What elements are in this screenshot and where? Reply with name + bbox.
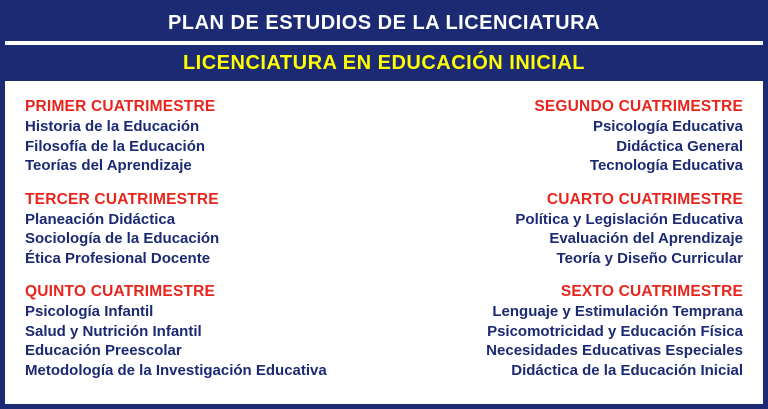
term-block — [384, 97, 743, 176]
course-item: Política y Legislación Educativa — [515, 210, 743, 228]
header-banner — [5, 5, 763, 81]
course-item: Psicología Infantil — [25, 303, 154, 320]
term-title: SEGUNDO CUATRIMESTRE — [534, 98, 743, 115]
term-title: TERCER CUATRIMESTRE — [25, 190, 219, 208]
course-item: Psicomotricidad y Educación Física — [487, 322, 743, 340]
course-item: Planeación Didáctica — [25, 210, 176, 228]
column-left-2 — [5, 190, 384, 283]
term-title: SEXTO CUATRIMESTRE — [560, 283, 743, 300]
course-item: Ética Profesional Docente — [25, 249, 211, 267]
course-item: Teorías del Aprendizaje — [25, 157, 192, 174]
course-item: Psicología Educativa — [592, 118, 743, 135]
course-item: Metodología de la Investigación Educativa — [25, 361, 327, 379]
column-right-2 — [384, 190, 763, 283]
column-left-3 — [5, 282, 384, 394]
course-item: Tecnología Educativa — [589, 157, 743, 174]
term-title: QUINTO CUATRIMESTRE — [25, 283, 216, 300]
column-right-1 — [384, 97, 763, 190]
course-item: Teoría y Diseño Curricular — [556, 249, 743, 267]
terms-row-1 — [5, 97, 763, 190]
course-item: Historia de la Educación — [25, 118, 200, 135]
course-item: Filosofía de la Educación — [25, 137, 206, 155]
course-item: Necesidades Educativas Especiales — [486, 342, 743, 359]
term-title: CUARTO CUATRIMESTRE — [546, 190, 743, 208]
column-left-1 — [5, 97, 384, 190]
course-item: Didáctica de la Educación Inicial — [511, 361, 743, 379]
term-title: PRIMER CUATRIMESTRE — [25, 98, 216, 115]
column-right-3 — [384, 282, 763, 394]
term-block — [384, 282, 743, 380]
course-item: Sociología de la Educación — [25, 230, 220, 247]
page-subtitle: LICENCIATURA EN EDUCACIÓN INICIAL — [182, 52, 586, 74]
term-block — [384, 190, 743, 269]
terms-row-3 — [5, 282, 763, 394]
terms-row-2 — [5, 190, 763, 283]
curriculum-content — [5, 81, 763, 394]
term-block — [25, 190, 384, 269]
course-item: Lenguaje y Estimulación Temprana — [492, 303, 743, 320]
course-item: Educación Preescolar — [25, 342, 182, 359]
term-block — [25, 97, 384, 176]
page-title: PLAN DE ESTUDIOS DE LA LICENCIATURA — [168, 12, 600, 34]
course-item: Salud y Nutrición Infantil — [25, 322, 202, 340]
course-item: Didáctica General — [616, 137, 743, 155]
course-item: Evaluación del Aprendizaje — [549, 230, 743, 247]
term-block — [25, 282, 384, 380]
